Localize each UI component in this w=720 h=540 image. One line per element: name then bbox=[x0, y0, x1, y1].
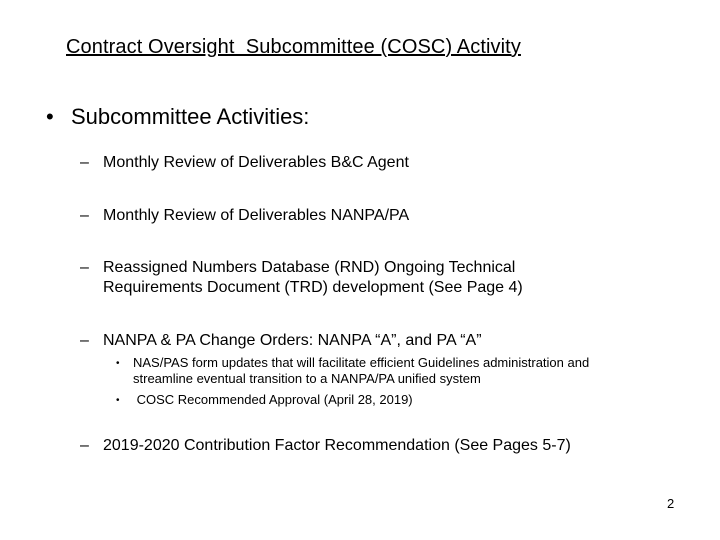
section-bullet bbox=[46, 104, 309, 130]
list-item-text: Reassigned Numbers Database (RND) Ongoing Technical Requirements Document (TRD) development (See Page 4) bbox=[103, 259, 523, 296]
page-number: 2 bbox=[667, 496, 675, 511]
bullet-icon: • bbox=[46, 104, 54, 129]
list-item bbox=[80, 206, 643, 226]
list-item bbox=[80, 436, 643, 456]
section-label: Subcommittee Activities: bbox=[71, 104, 310, 129]
list-item bbox=[80, 331, 643, 351]
sub-list-item bbox=[116, 355, 643, 387]
small-bullet-icon: • bbox=[116, 358, 120, 369]
sub-list-item bbox=[116, 392, 643, 409]
list-item bbox=[80, 258, 593, 298]
dash-icon: – bbox=[80, 154, 89, 171]
dash-icon: – bbox=[80, 437, 89, 454]
list-item-text: NANPA & PA Change Orders: NANPA “A”, and PA “A” bbox=[103, 332, 482, 349]
list-item-text: Monthly Review of Deliverables B&C Agent bbox=[103, 154, 409, 171]
dash-icon: – bbox=[80, 259, 89, 276]
dash-icon: – bbox=[80, 207, 89, 224]
sub-list-item-text: COSC Recommended Approval (April 28, 2019) bbox=[133, 392, 413, 407]
small-bullet-icon: • bbox=[116, 395, 120, 406]
list-item-text: 2019-2020 Contribution Factor Recommendation (See Pages 5-7) bbox=[103, 437, 571, 454]
slide-title: Contract Oversight Subcommittee (COSC) Activity bbox=[66, 36, 521, 58]
list-item bbox=[80, 153, 643, 173]
list-item-text: Monthly Review of Deliverables NANPA/PA bbox=[103, 207, 410, 224]
dash-icon: – bbox=[80, 332, 89, 349]
sub-list-item-text: NAS/PAS form updates that will facilitate efficient Guidelines administration and streamline eventual transition to a NANPA/PA unified system bbox=[133, 355, 590, 386]
